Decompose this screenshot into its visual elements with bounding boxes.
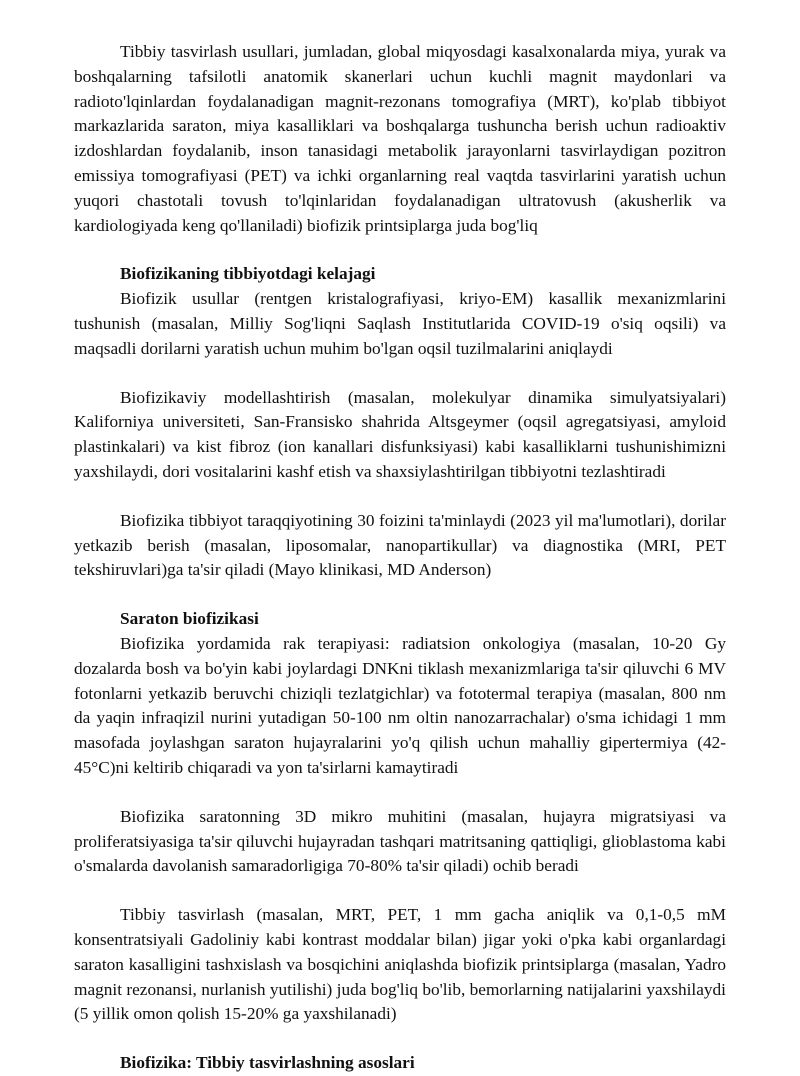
future-paragraph-1: Biofizik usullar (rentgen kristalografiyasi, kriyo-EM) kasallik mexanizmlarini tushunish (masalan, Milliy Sog'liqni Saqlash Institutlarida COVID-19 o'siq oqsili) va maqsadli dorilarni yaratish uchun muhim bo'lgan oqsil tuzilmalarini aniqlaydi — [74, 289, 726, 358]
future-paragraph-2: Biofizikaviy modellashtirish (masalan, molekulyar dinamika simulyatsiyalari) Kaliforniya universiteti, San-Fransisko shahrida Altsgeymer (oqsil agregatsiyasi, amyloid plastinkalari) va kist fibroz (ion kanallari disfunksiyasi) kabi kasalliklarni tushunishimizni yaxshilaydi, dori vositalarini kashf etish va shaxsiylashtirilgan tibbiyotni tezlashtiradi — [74, 387, 726, 481]
cancer-paragraph-1: Biofizika yordamida rak terapiyasi: radiatsion onkologiya (masalan, 10-20 Gy dozalarda bosh va bo'yin kabi joylardagi DNKni tiklash mexanizmlariga ta'sir qiluvchi 6 MV fotonlarni yetkazib beruvchi chiziqli tezlatgichlar) va fototermal terapiya (masalan, 800 nm da yaqin infraqizil nurini yutadigan 50-100 nm oltin nanozarrachalar) o'sma ichidagi 1 mm masofada joylashgan saraton hujayralarini yo'q qilish uchun mahalliy gipertermiya (42-45°C)ni keltirib chiqaradi va yon ta'sirlarni kamaytiradi — [74, 633, 726, 777]
cancer-paragraph-3: Tibbiy tasvirlash (masalan, MRT, PET, 1 mm gacha aniqlik va 0,1-0,5 mM konsentratsiyali Gadoliniy kabi kontrast moddalar bilan) jigar yoki o'pka kabi organlardagi saraton kasalligini tashxislash va bosqichini aniqlashda biofizik printsiplarga (masalan, Yadro magnit rezonansi, nurlanish yutilishi) juda bog'liq bo'lib, bemorlarning natijalarini yaxshilaydi (5 yillik omon qolish 15-20% ga yaxshilanadi) — [74, 905, 726, 1024]
cancer-paragraph-2: Biofizika saratonning 3D mikro muhitini (masalan, hujayra migratsiyasi va proliferatsiyasiga ta'sir qiluvchi hujayradan tashqari matritsaning qattiqligi, glioblastoma kabi o'smalarda davolanish samaradorligiga 70-80% ta'sir qiladi) ochib beradi — [74, 806, 726, 876]
future-paragraph-3: Biofizika tibbiyot taraqqiyotining 30 foizini ta'minlaydi (2023 yil ma'lumotlari), dorilar yetkazib berish (masalan, liposomalar, nanopartikullar) va diagnostika (MRI, PET tekshiruvlari)ga ta'sir qiladi (Mayo klinikasi, MD Anderson) — [74, 510, 726, 580]
cancer-section-heading: Saraton biofizikasi — [120, 609, 259, 629]
imaging-section-heading: Biofizika: Tibbiy tasvirlashning asoslari — [120, 1053, 415, 1073]
future-section-heading: Biofizikaning tibbiyotdagi kelajagi — [120, 264, 376, 284]
intro-paragraph: Tibbiy tasvirlash usullari, jumladan, global miqyosdagi kasalxonalarda miya, yurak va boshqalarning tafsilotli anatomik skanerlari uchun kuchli magnit maydonlari va radioto'lqinlardan foydalanadigan magnit-rezonans tomografiya (MRT), ko'plab tibbiyot markazlarida saraton, miya kasalliklari va boshqalarga tushuncha berish uchun radioaktiv izdoshlardan foydalanib, inson tanasidagi metabolik jarayonlarni tasvirlaydigan pozitron emissiya tomografiyasi (PET) va ichki organlarning real vaqtda tasvirlarini yaratish uchun yuqori chastotali tovush to'lqinlaridan foydalanadigan ultratovush (akusherlik va kardiologiyada keng qo'llaniladi) biofizik printsiplarga juda bog'liq — [74, 42, 726, 235]
